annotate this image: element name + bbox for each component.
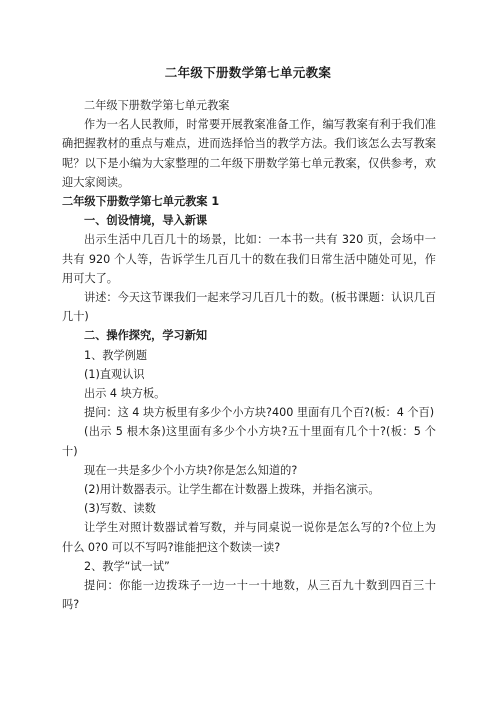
paragraph: 讲述：今天这节课我们一起来学习几百几十的数。(板书课题：认识几百几十): [62, 291, 436, 324]
paragraph: 1、教学例题: [84, 348, 148, 362]
subheading-2: 二、操作探究，学习新知: [84, 329, 208, 343]
paragraph: 出示生活中几百几十的场景，比如：一本书一共有 320 页，会场中一共有 920 个人等，告诉学生几百几十的数在我们日常生活中随处可见，作用可大了。: [62, 233, 436, 285]
paragraph: (2)用计数器表示。让学生都在计数器上拨珠，并指名演示。: [84, 483, 380, 497]
paragraph: (3)写数、读数: [84, 502, 156, 516]
paragraph: (出示 5 根木条)这里面有多少个小方块?五十里面有几个十?(板：5 个十): [62, 425, 436, 458]
subheading-1: 一、创设情境，导入新课: [84, 214, 208, 228]
paragraph: 提问：这 4 块方板里有多少个小方块?400 里面有几个百?(板：4 个百): [84, 406, 435, 420]
paragraph: 出示 4 块方板。: [84, 387, 166, 401]
paragraph: (1)直观认识: [84, 367, 145, 381]
page-title: 二年级下册数学第七单元教案: [164, 65, 332, 80]
section-heading: 二年级下册数学第七单元教案 1: [62, 195, 220, 209]
paragraph-subtitle: 二年级下册数学第七单元教案: [84, 99, 230, 112]
paragraph: 2、教学“试一试”: [84, 559, 170, 573]
paragraph-intro: 作为一名人民教师，时常要开展教案准备工作，编写教案有利于我们准确把握教材的重点与难点，进而选择恰当的教学方法。我们该怎么去写教案呢？以下是小编为大家整理的二年级下册数学第七单元教案，仅供参考，欢迎大家阅读。: [62, 118, 436, 189]
document-body: [62, 96, 436, 614]
paragraph: 提问：你能一边拨珠子一边一十一十地数，从三百九十数到四百三十吗?: [62, 579, 436, 612]
paragraph: 让学生对照计数器试着写数，并与同桌说一说你是怎么写的?个位上为什么 0?0 可以不写吗?谁能把这个数读一读?: [62, 521, 436, 554]
paragraph: 现在一共是多少个小方块?你是怎么知道的?: [84, 463, 298, 477]
